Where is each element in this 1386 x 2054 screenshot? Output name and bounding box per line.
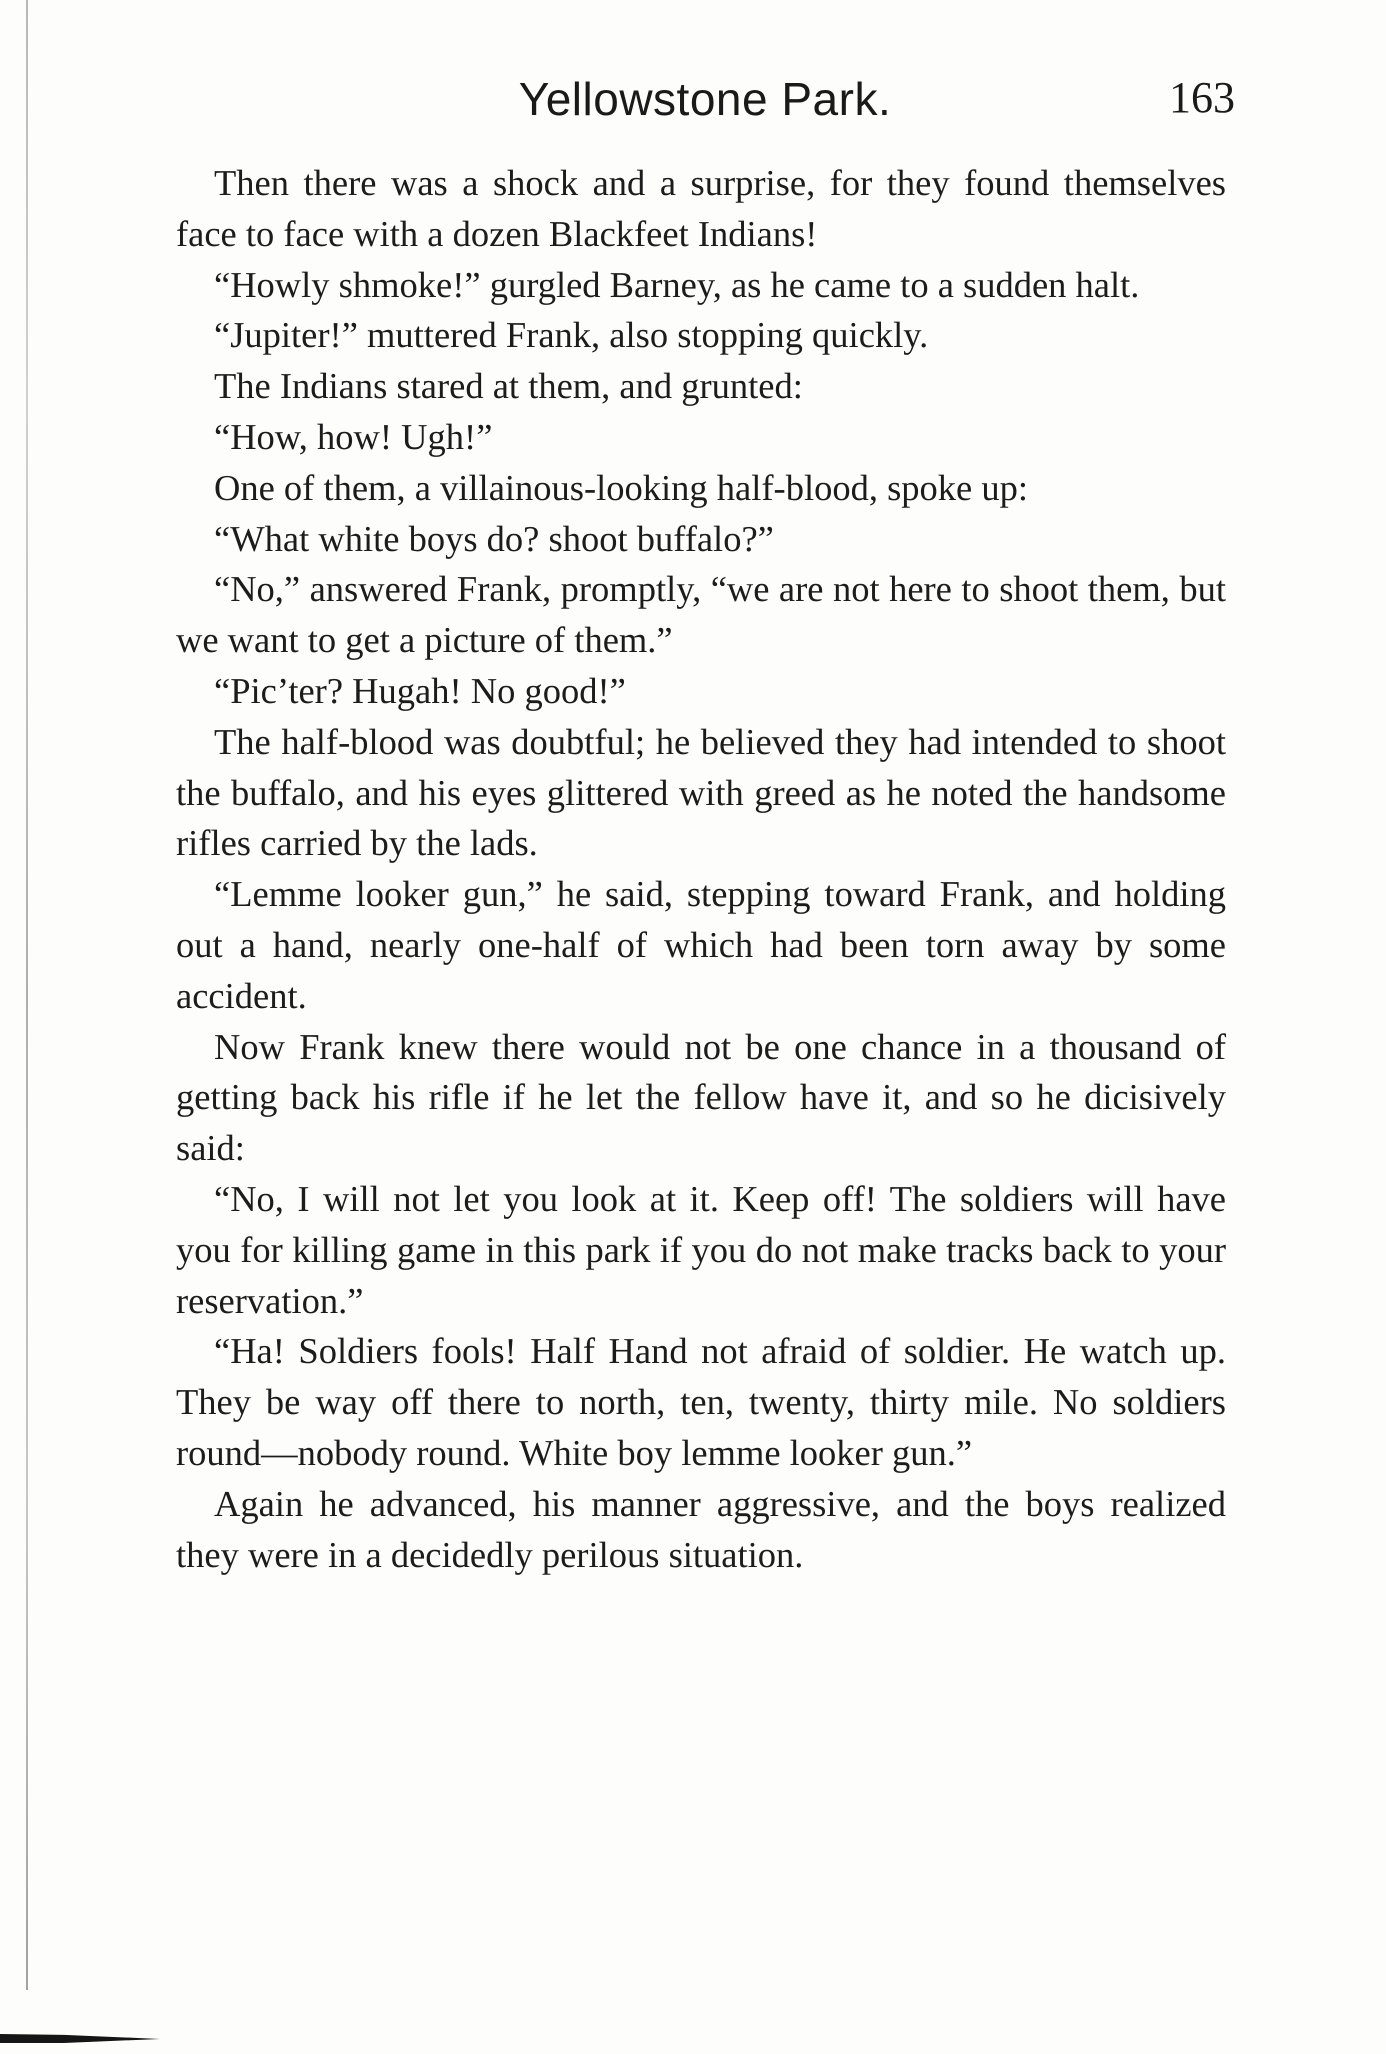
paragraph: Now Frank knew there would not be one chance in a thousand of getting back his rifle if he let the fellow have it, and so he dicisively said:	[176, 1025, 1226, 1169]
paragraph: “What white boys do? shoot buffalo?”	[214, 517, 774, 559]
paragraph: The half-blood was doubtful; he believed they had intended to shoot the buffalo, and his eyes glittered with greed as he noted the handsome rifles carried by the lads.	[176, 720, 1226, 864]
paragraph: One of them, a villainous-looking half-blood, spoke up:	[214, 466, 1029, 508]
running-title: Yellowstone Park.	[518, 73, 892, 125]
page-number: 163	[1169, 73, 1235, 122]
body-text	[176, 158, 1226, 1580]
paragraph: “No, I will not let you look at it. Keep off! The soldiers will have you for killing game in this park if you do not make tracks back to your reservation.”	[176, 1177, 1226, 1321]
paragraph: “Pic’ter? Hugah! No good!”	[214, 669, 626, 711]
binding-mark	[0, 2034, 160, 2043]
paragraph: “Ha! Soldiers fools! Half Hand not afraid of soldier. He watch up. They be way off there to north, ten, twenty, thirty mile. No soldiers round—nobody round. White boy lemme looker gun.”	[176, 1330, 1226, 1473]
paragraph: “No,” answered Frank, promptly, “we are not here to shoot them, but we want to get a picture of them.”	[176, 568, 1226, 661]
gutter-line	[26, 0, 28, 1990]
page-header	[175, 72, 1235, 142]
paragraph: “Howly shmoke!” gurgled Barney, as he came to a sudden halt.	[214, 263, 1140, 305]
paragraph: “Jupiter!” muttered Frank, also stopping quickly.	[214, 314, 929, 356]
paragraph: The Indians stared at them, and grunted:	[214, 365, 803, 407]
paragraph: “Lemme looker gun,” he said, stepping toward Frank, and holding out a hand, nearly one-half of which had been torn away by some accident.	[176, 873, 1226, 1016]
paragraph: Then there was a shock and a surprise, for they found themselves face to face with a dozen Blackfeet Indians!	[176, 162, 1226, 254]
paragraph: Again he advanced, his manner aggressive, and the boys realized they were in a decidedly perilous situation.	[176, 1482, 1226, 1575]
paragraph: “How, how! Ugh!”	[214, 415, 493, 457]
